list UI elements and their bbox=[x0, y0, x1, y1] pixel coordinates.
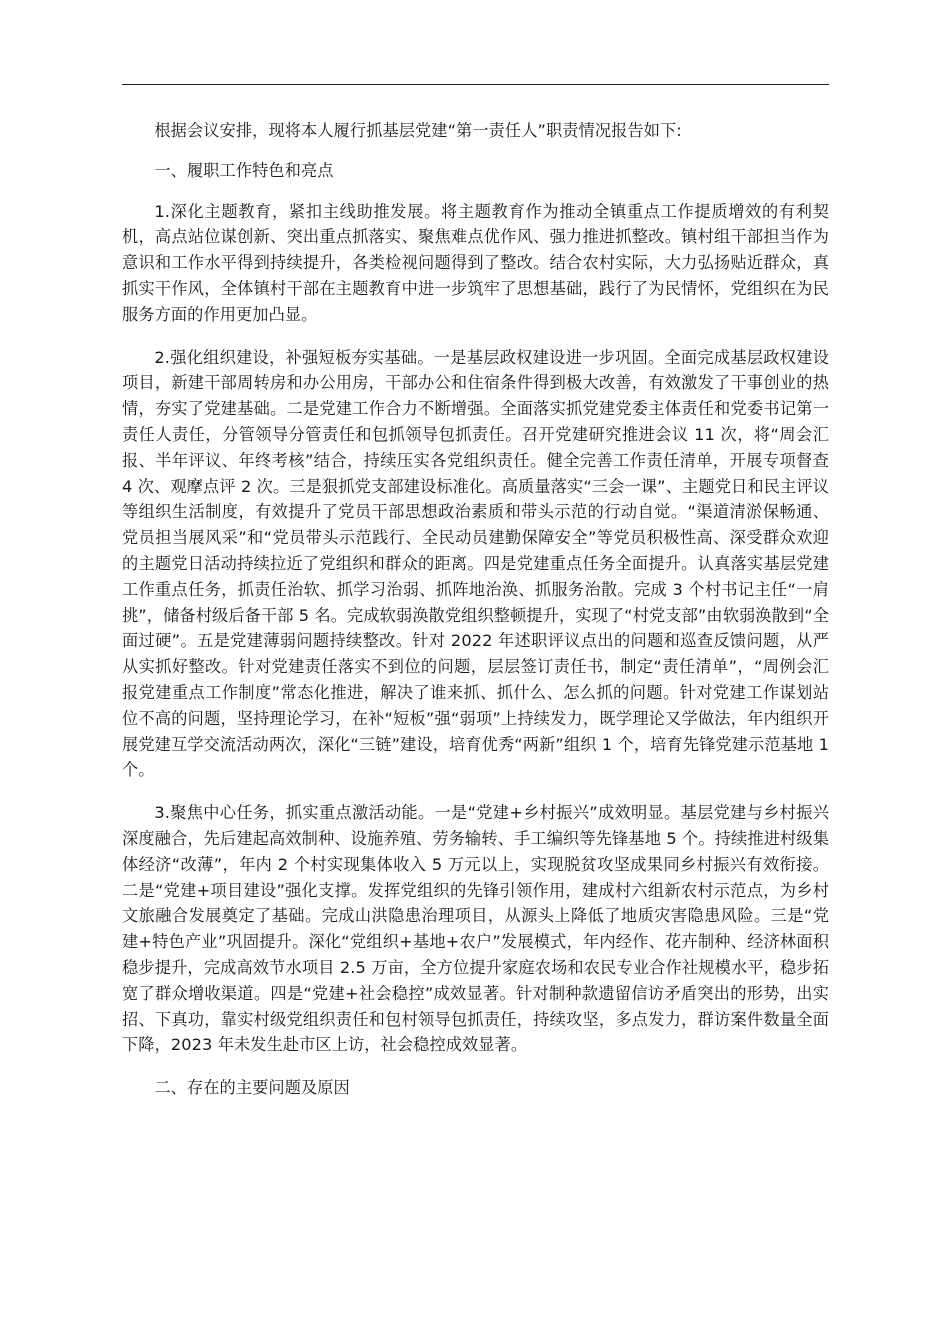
document-body bbox=[122, 118, 829, 1116]
section-1-heading: 一、履职工作特色和亮点 bbox=[154, 160, 334, 180]
item-3-paragraph: 3.聚焦中心任务，抓实重点激活动能。一是“党建+乡村振兴”成效明显。基层党建与乡村振兴深度融合，先后建起高效制种、设施养殖、劳务输转、手工编织等先锋基地 5 个。持续推进村级集体经济“改薄”，年内 2 个村实现集体收入 5 万元以上，实现脱贫攻坚成果同乡村振兴有效衔接。二是“党建+项目建设”强化支撑。发挥党组织的先锋引领作用，建成村六组新农村示范点，为乡村文旅融合发展奠定了基础。完成山洪隐患治理项目，从源头上降低了地质灾害隐患风险。三是“党建+特色产业”巩固提升。深化“党组织+基地+农户”发展模式，年内经作、花卉制种、经济林面积稳步提升，完成高效节水项目 2.5 万亩，全方位提升家庭农场和农民专业合作社规模水平，稳步拓宽了群众增收渠道。四是“党建+社会稳控”成效显著。针对制种款遗留信访矛盾突出的形势，出实招、下真功，靠实村级党组织责任和包村领导包抓责任，持续攻坚，多点发力，群访案件数量全面下降，2023 年未发生赴市区上访，社会稳控成效显著。 bbox=[122, 803, 829, 1055]
item-1-paragraph: 1.深化主题教育，紧扣主线助推发展。将主题教育作为推动全镇重点工作提质增效的有利契机，高点站位谋创新、突出重点抓落实、聚焦难点优作风、强力推进抓整改。镇村组干部担当作为意识和工作水平得到持续提升，各类检视问题得到了整改。结合农村实际，大力弘扬贴近群众，真抓实干作风，全体镇村干部在主题教育中进一步筑牢了思想基础，践行了为民情怀，党组织在为民服务方面的作用更加凸显。 bbox=[122, 201, 829, 324]
intro-paragraph: 根据会议安排，现将本人履行抓基层党建“第一责任人”职责情况报告如下: bbox=[154, 121, 682, 140]
item-2-paragraph: 2.强化组织建设，补强短板夯实基础。一是基层政权建设进一步巩固。全面完成基层政权建设项目，新建干部周转房和办公用房，干部办公和住宿条件得到极大改善，有效激发了干事创业的热情，夯实了党建基础。二是党建工作合力不断增强。全面落实抓党建党委主体责任和党委书记第一责任人责任，分管领导分管责任和包抓领导包抓责任。召开党建研究推进会议 11 次，将“周会汇报、半年评议、年终考核”结合，持续压实各党组织责任。健全完善工作责任清单，开展专项督查 4 次、观摩点评 2 次。三是狠抓党支部建设标准化。高质量落实“三会一课”、主题党日和民主评议等组织生活制度，有效提升了党员干部思想政治素质和带头示范的行动自觉。“渠道清淤保畅通、党员担当展风采”和“党员带头示范践行、全民动员建勤保障安全”等党员积极性高、深受群众欢迎的主题党日活动持续拉近了党组织和群众的距离。四是党建重点任务全面提升。认真落实基层党建工作重点任务，抓责任治软、抓学习治弱、抓阵地治涣、抓服务治散。完成 3 个村书记主任“一肩挑”，储备村级后备干部 5 名。完成软弱涣散党组织整顿提升，实现了“村党支部”由软弱涣散到“全面过硬”。五是党建薄弱问题持续整改。针对 2022 年述职评议点出的问题和巡查反馈问题，从严从实抓好整改。针对党建责任落实不到位的问题，层层签订责任书，制定“责任清单”，“周例会汇报党建重点工作制度”常态化推进，解决了谁来抓、抓什么、怎么抓的问题。针对党建工作谋划站位不高的问题，坚持理论学习，在补“短板”强“弱项”上持续发力，既学理论又学做法，年内组织开展党建互学交流活动两次，深化“三链”建设，培育优秀“两新”组织 1 个，培育先锋党建示范基地 1 个。 bbox=[122, 347, 829, 780]
header-rule bbox=[122, 84, 829, 85]
section-2-heading: 二、存在的主要问题及原因 bbox=[154, 1078, 350, 1098]
